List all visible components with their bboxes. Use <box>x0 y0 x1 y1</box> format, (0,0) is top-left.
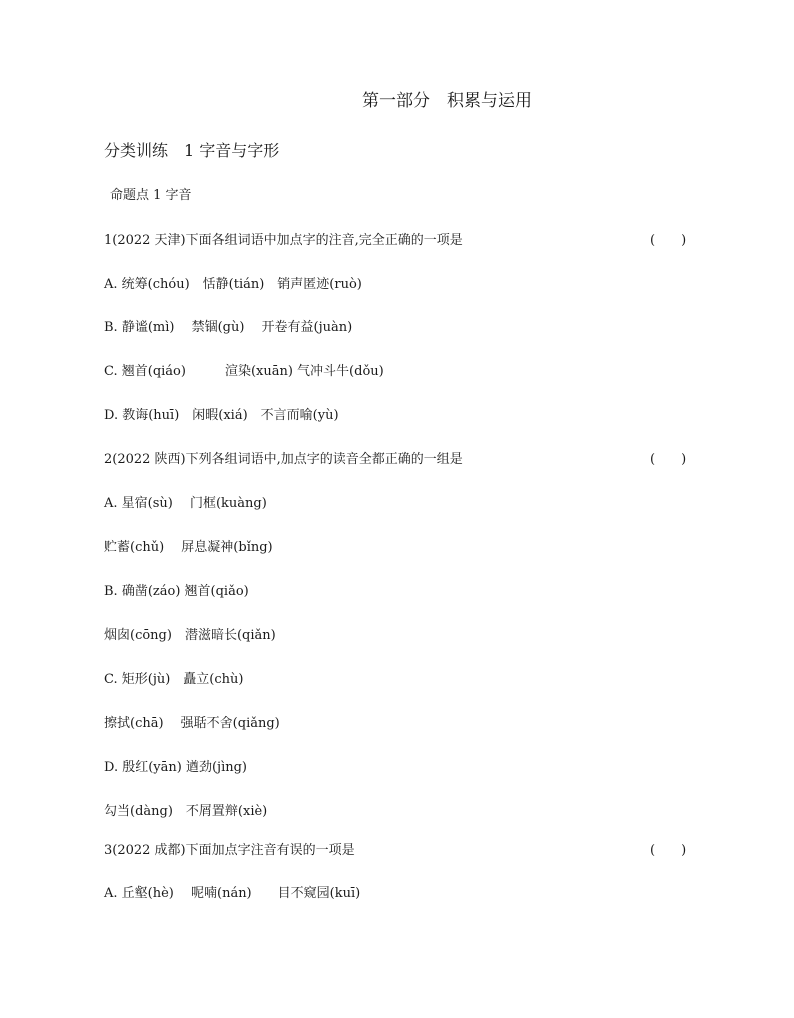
question-2-option-c-line1: C. 矩形(jù) 矗立(chù) <box>104 672 244 687</box>
question-1-option-d: D. 教诲(huī) 闲暇(xiá) 不言而喻(yù) <box>104 408 339 423</box>
question-1-option-c: C. 翘首(qiáo) 渲染(xuān) 气冲斗牛(dǒu) <box>104 364 384 379</box>
question-2-option-d-line1: D. 殷红(yān) 遒劲(jìng) <box>104 760 247 775</box>
question-2-option-a-line2: 贮蓄(chǔ) 屏息凝神(bǐng) <box>104 540 273 555</box>
section-title: 分类训练 1 字音与字形 <box>104 141 280 160</box>
question-1-stem: 1(2022 天津)下面各组词语中加点字的注音,完全正确的一项是 <box>104 233 463 248</box>
question-2-answer-paren: ( ) <box>650 452 687 467</box>
question-3-answer-paren: ( ) <box>650 843 687 858</box>
question-1-answer-paren: ( ) <box>650 233 687 248</box>
question-3-stem: 3(2022 成都)下面加点字注音有误的一项是 <box>104 843 355 858</box>
question-2-option-d-line2: 勾当(dàng) 不屑置辩(xiè) <box>104 804 268 819</box>
question-2-option-b-line1: B. 确凿(záo) 翘首(qiǎo) <box>104 584 249 599</box>
question-2-stem: 2(2022 陕西)下列各组词语中,加点字的读音全都正确的一组是 <box>104 452 463 467</box>
question-2-option-a-line1: A. 星宿(sù) 门框(kuàng) <box>104 496 267 511</box>
question-1-option-a: A. 统筹(chóu) 恬静(tián) 销声匿迹(ruò) <box>104 277 362 292</box>
part-title: 第一部分 积累与运用 <box>362 91 532 111</box>
question-2-option-b-line2: 烟囱(cōng) 潜滋暗长(qiǎn) <box>104 628 276 643</box>
question-2-option-c-line2: 擦拭(chā) 强聒不舍(qiǎng) <box>104 716 280 731</box>
subsection-title: 命题点 1 字音 <box>110 188 192 203</box>
question-3-option-a: A. 丘壑(hè) 呢喃(nán) 目不窥园(kuī) <box>104 886 361 901</box>
question-1-option-b: B. 静谧(mì) 禁锢(gù) 开卷有益(juàn) <box>104 320 353 335</box>
